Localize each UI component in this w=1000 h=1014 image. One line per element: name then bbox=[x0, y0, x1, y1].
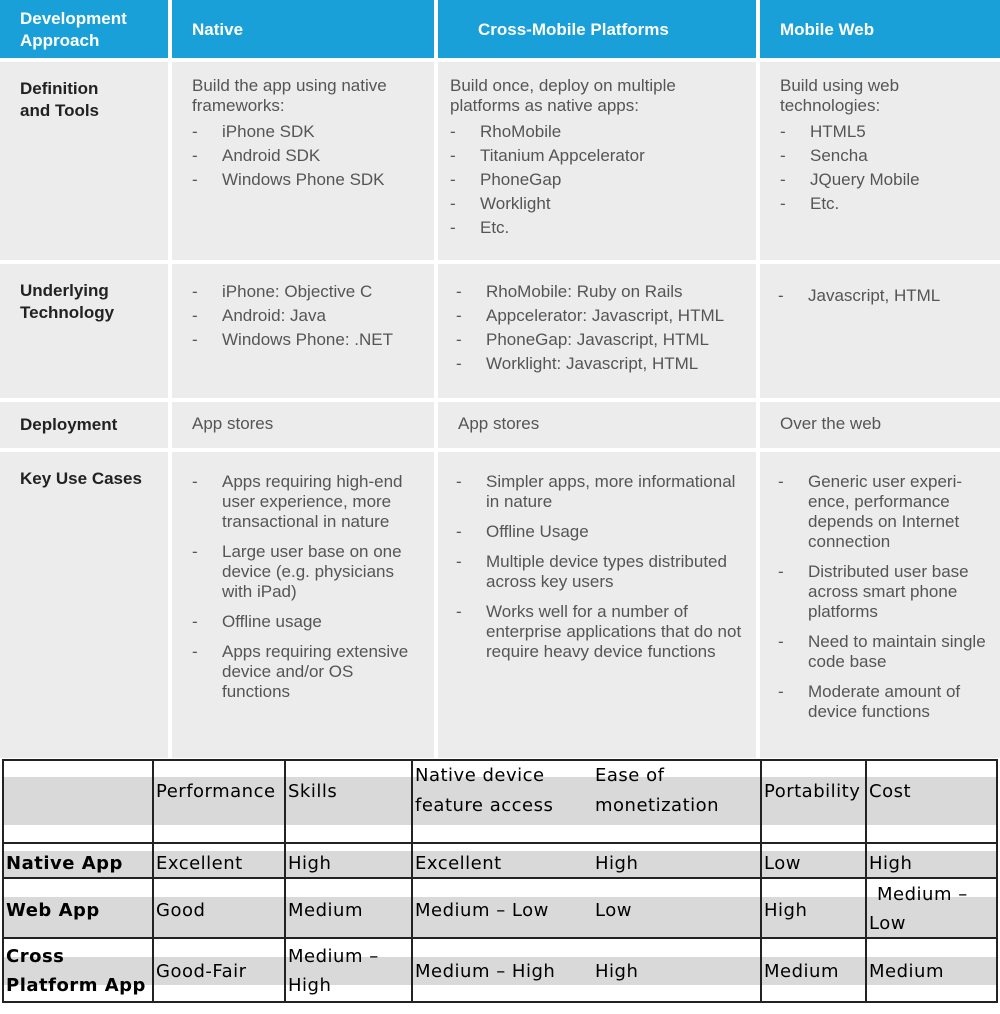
native-monetization: High bbox=[595, 853, 639, 874]
web-portability: High bbox=[764, 900, 808, 921]
native-tech-list bbox=[192, 282, 424, 350]
row-label-definition: Definition and Tools bbox=[0, 62, 168, 260]
list-item: - RhoMobile: Ruby on Rails bbox=[456, 282, 746, 302]
list-item: - Distributed user base across smart phone platforms bbox=[778, 562, 986, 622]
web-cost-2: Low bbox=[869, 913, 906, 934]
header-development-approach: Development Approach bbox=[0, 0, 168, 58]
native-tools-list bbox=[192, 122, 424, 190]
list-item: - Worklight bbox=[450, 194, 746, 214]
definition-cross bbox=[438, 62, 756, 260]
definition-web bbox=[760, 62, 1000, 260]
deployment-web: Over the web bbox=[760, 402, 1000, 448]
cross-cost: Medium bbox=[869, 961, 944, 982]
list-item: - Android SDK bbox=[192, 146, 424, 166]
list-item: - Worklight: Javascript, HTML bbox=[456, 354, 746, 374]
web-tech-list bbox=[778, 286, 990, 306]
deployment-cross: App stores bbox=[438, 402, 756, 448]
list-item: - PhoneGap bbox=[450, 170, 746, 190]
grid-line bbox=[865, 759, 867, 1003]
row-label-web-app: Web App bbox=[6, 900, 100, 921]
list-item: - iPhone: Objective C bbox=[192, 282, 424, 302]
native-cost: High bbox=[869, 853, 913, 874]
list-item: - Titanium Appcelerator bbox=[450, 146, 746, 166]
list-item: - Android: Java bbox=[192, 306, 424, 326]
cross-use-list bbox=[456, 472, 742, 662]
list-item: - Etc. bbox=[780, 194, 990, 214]
web-tools-list bbox=[780, 122, 990, 214]
cross-performance: Good-Fair bbox=[156, 961, 247, 982]
cross-feature-access: Medium – High bbox=[415, 961, 556, 982]
cross-monetization: High bbox=[595, 961, 639, 982]
cross-tools-list bbox=[450, 122, 746, 238]
web-use-list bbox=[778, 472, 986, 722]
list-item: - RhoMobile bbox=[450, 122, 746, 142]
web-intro: Build using web technologies: bbox=[780, 76, 900, 115]
col-ease-2: monetization bbox=[595, 795, 720, 816]
list-item: - Windows Phone SDK bbox=[192, 170, 424, 190]
list-item: - Windows Phone: .NET bbox=[192, 330, 424, 350]
web-monetization: Low bbox=[595, 900, 632, 921]
list-item: - Multiple device types distributed across key users bbox=[456, 552, 742, 592]
cross-skills-1: Medium – bbox=[288, 946, 379, 967]
list-item: - Works well for a number of enterprise applications that do not require heavy device functions bbox=[456, 602, 742, 662]
cross-skills-2: High bbox=[288, 975, 332, 996]
grid-line bbox=[760, 759, 762, 1003]
native-intro: Build the app using native frameworks: bbox=[192, 76, 387, 115]
list-item: - Need to maintain single code base bbox=[778, 632, 986, 672]
list-item: - HTML5 bbox=[780, 122, 990, 142]
list-item: - JQuery Mobile bbox=[780, 170, 990, 190]
list-item: - iPhone SDK bbox=[192, 122, 424, 142]
col-native-device-1: Native device bbox=[415, 765, 545, 786]
web-performance: Good bbox=[156, 900, 206, 921]
header-native: Native bbox=[172, 0, 434, 58]
deployment-native: App stores bbox=[172, 402, 434, 448]
list-item: - PhoneGap: Javascript, HTML bbox=[456, 330, 746, 350]
grid-line bbox=[284, 759, 286, 1003]
list-item: - Simpler apps, more informational in nature bbox=[456, 472, 742, 512]
row-label-native-app: Native App bbox=[6, 853, 123, 874]
grid-line bbox=[996, 759, 998, 1003]
definition-native bbox=[172, 62, 434, 260]
header-mobile-web: Mobile Web bbox=[760, 0, 1000, 58]
row-label-cross-2: Platform App bbox=[6, 975, 146, 996]
technology-web bbox=[760, 264, 1000, 398]
cross-portability: Medium bbox=[764, 961, 839, 982]
list-item: - Appcelerator: Javascript, HTML bbox=[456, 306, 746, 326]
web-skills: Medium bbox=[288, 900, 363, 921]
list-item: - Sencha bbox=[780, 146, 990, 166]
col-skills: Skills bbox=[288, 781, 338, 802]
col-performance: Performance bbox=[156, 781, 276, 802]
technology-native bbox=[172, 264, 434, 398]
col-ease-1: Ease of bbox=[595, 765, 665, 786]
list-item: - Offline Usage bbox=[456, 522, 742, 542]
grid-line bbox=[2, 759, 4, 1003]
use-cases-native bbox=[172, 452, 434, 758]
list-item: - Moderate amount of device functions bbox=[778, 682, 986, 722]
row-label-cross-1: Cross bbox=[6, 946, 65, 967]
native-performance: Excellent bbox=[156, 853, 243, 874]
grid-line bbox=[152, 759, 154, 1003]
row-label-technology: Underlying Technology bbox=[0, 264, 168, 398]
row-label-deployment: Deployment bbox=[0, 402, 168, 448]
header-cross-mobile: Cross-Mobile Platforms bbox=[438, 0, 756, 58]
grid-line bbox=[411, 759, 413, 1003]
native-use-list bbox=[192, 472, 420, 702]
row-label-use-cases: Key Use Cases bbox=[0, 452, 168, 758]
web-feature-access: Medium – Low bbox=[415, 900, 549, 921]
native-portability: Low bbox=[764, 853, 801, 874]
list-item: - Generic user experi-ence, performance depends on Internet connection bbox=[778, 472, 986, 552]
native-feature-access: Excellent bbox=[415, 853, 502, 874]
technology-cross bbox=[438, 264, 756, 398]
col-cost: Cost bbox=[869, 781, 912, 802]
native-skills: High bbox=[288, 853, 332, 874]
list-item: - Apps requiring high-end user experience, more transactional in nature bbox=[192, 472, 420, 532]
use-cases-cross bbox=[438, 452, 756, 758]
list-item: - Javascript, HTML bbox=[778, 286, 990, 306]
list-item: - Apps requiring extensive device and/or OS functions bbox=[192, 642, 420, 702]
list-item: - Offline usage bbox=[192, 612, 420, 632]
list-item: - Etc. bbox=[450, 218, 746, 238]
col-portability: Portability bbox=[764, 781, 861, 802]
col-native-device-2: feature access bbox=[415, 795, 554, 816]
app-type-rating-table bbox=[2, 759, 998, 1003]
cross-intro: Build once, deploy on multiple platforms as native apps: bbox=[450, 76, 676, 115]
web-cost-1: Medium – bbox=[877, 884, 968, 905]
list-item: - Large user base on one device (e.g. physicians with iPad) bbox=[192, 542, 420, 602]
cross-tech-list bbox=[456, 282, 746, 374]
use-cases-web bbox=[760, 452, 1000, 758]
